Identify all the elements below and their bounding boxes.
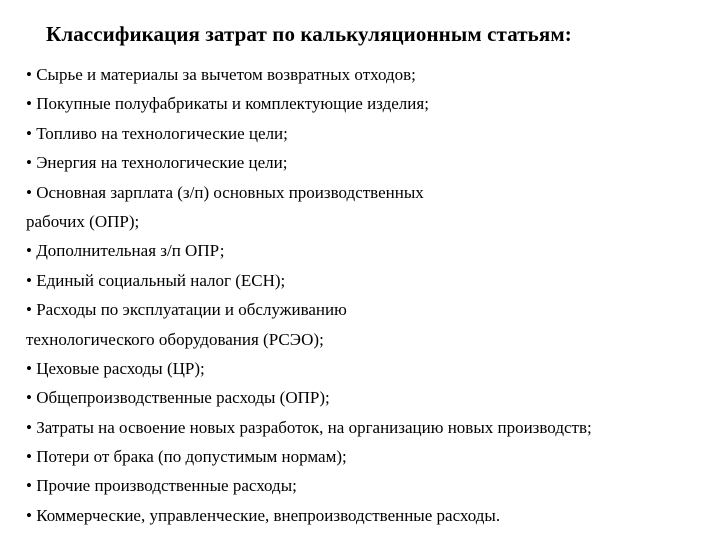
- list-line-rseo-cont: технологического оборудования (РСЭО);: [26, 329, 324, 349]
- list-line-brak: • Потери от брака (по допустимым нормам);: [26, 447, 347, 467]
- list-line-sырье: • Сырье и материалы за вычетом возвратных отходов;: [26, 65, 416, 84]
- list-line-prochie: • Прочие производственные расходы;: [26, 476, 297, 496]
- list-line-kommercheskie: • Коммерческие, управленческие, внепроизводственные расходы.: [26, 505, 501, 525]
- list-line-esn: • Единый социальный налог (ЕСН);: [26, 270, 286, 290]
- list-line-polufabrikaty: • Покупные полуфабрикаты и комплектующие изделия;: [26, 94, 429, 114]
- list-line-energiya: • Энергия на технологические цели;: [26, 153, 288, 173]
- list-line-osvoenie: • Затраты на освоение новых разработок, на организацию новых производств;: [26, 417, 592, 437]
- list-line-rseo: • Расходы по эксплуатации и обслуживанию: [26, 300, 347, 320]
- list-line-toplivo: • Топливо на технологические цели;: [26, 123, 288, 143]
- list-line-tsekhovye: • Цеховые расходы (ЦР);: [26, 358, 205, 378]
- list-line-osnovnaya-zarplata-cont: рабочих (ОПР);: [26, 211, 140, 231]
- list-line-obshcheproizvodstvennye: • Общепроизводственные расходы (ОПР);: [26, 388, 330, 408]
- slide-title: Классификация затрат по калькуляционным статьям:: [46, 22, 572, 46]
- list-line-dopolnitelnaya-zp: • Дополнительная з/п ОПР;: [26, 241, 225, 261]
- list-line-osnovnaya-zarplata: • Основная зарплата (з/п) основных производственных: [26, 182, 424, 202]
- cost-items-list: [26, 60, 716, 530]
